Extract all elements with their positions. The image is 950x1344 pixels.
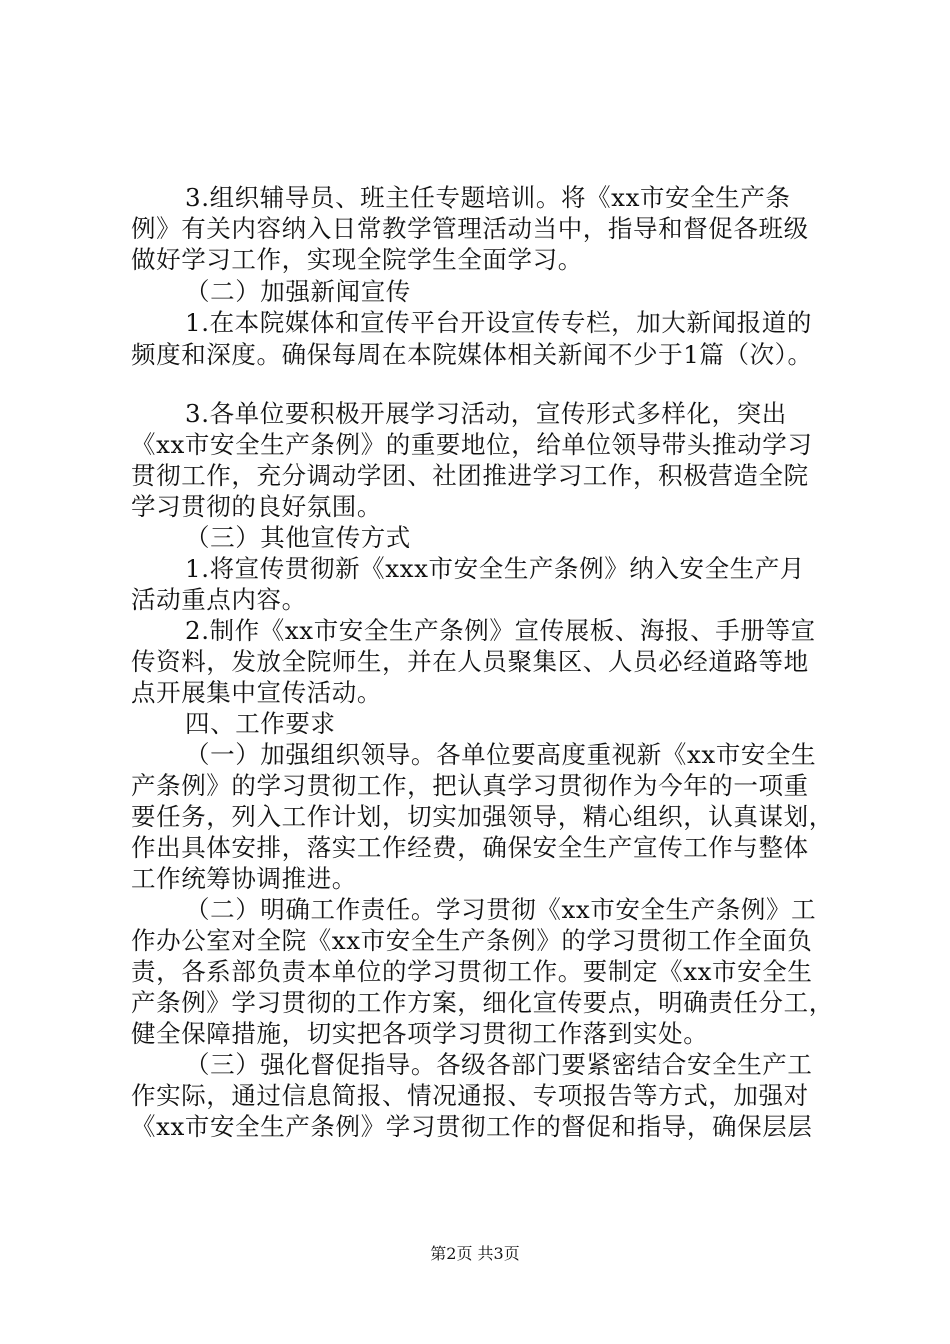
line-16: 点开展集中宣传活动。 (131, 678, 382, 707)
page-footer: 第2页 共3页 (430, 1244, 520, 1263)
line-10: 学习贯彻的良好氛围。 (131, 492, 382, 521)
line-1: 3.组织辅导员、班主任专题培训。将《xx市安全生产条 (185, 183, 791, 212)
line-22: 工作统筹协调推进。 (131, 864, 357, 893)
line-6: 频度和深度。确保每周在本院媒体相关新闻不少于1篇（次）。 (131, 340, 813, 369)
line-27: 健全保障措施，切实把各项学习贯彻工作落到实处。 (131, 1019, 709, 1048)
line-21: 作出具体安排，落实工作经费，确保安全生产宣传工作与整体 (131, 833, 809, 862)
line-3: 做好学习工作，实现全院学生全面学习。 (131, 245, 583, 274)
line-23: （二）明确工作责任。学习贯彻《xx市安全生产条例》工 (185, 895, 817, 924)
line-14: 2.制作《xx市安全生产条例》宣传展板、海报、手册等宣 (185, 616, 816, 645)
line-25: 责，各系部负责本单位的学习贯彻工作。要制定《xx市安全生 (131, 957, 813, 986)
line-19: 产条例》的学习贯彻工作，把认真学习贯彻作为今年的一项重 (131, 771, 809, 800)
line-18: （一）加强组织领导。各单位要高度重视新《xx市安全生 (185, 740, 817, 769)
line-13: 活动重点内容。 (131, 585, 307, 614)
line-5: 1.在本院媒体和宣传平台开设宣传专栏，加大新闻报道的 (185, 308, 812, 337)
line-20: 要任务，列入工作计划，切实加强领导，精心组织，认真谋划， (131, 802, 834, 831)
line-2: 例》有关内容纳入日常教学管理活动当中，指导和督促各班级 (131, 214, 809, 243)
line-7: 3.各单位要积极开展学习活动，宣传形式多样化，突出 (185, 399, 787, 428)
line-15: 传资料，发放全院师生，并在人员聚集区、人员必经道路等地 (131, 647, 809, 676)
line-4: （二）加强新闻宣传 (185, 277, 411, 306)
line-24: 作办公室对全院《xx市安全生产条例》的学习贯彻工作全面负 (131, 926, 813, 955)
line-28: （三）强化督促指导。各级各部门要紧密结合安全生产工 (185, 1050, 813, 1079)
line-9: 贯彻工作，充分调动学团、社团推进学习工作，积极营造全院 (131, 461, 809, 490)
line-12: 1.将宣传贯彻新《xxx市安全生产条例》纳入安全生产月 (185, 554, 806, 583)
line-8: 《xx市安全生产条例》的重要地位，给单位领导带头推动学习 (131, 430, 813, 459)
line-26: 产条例》学习贯彻的工作方案，细化宣传要点，明确责任分工， (131, 988, 834, 1017)
line-17: 四、工作要求 (185, 709, 336, 738)
line-11: （三）其他宣传方式 (185, 523, 411, 552)
line-29: 作实际，通过信息简报、情况通报、专项报告等方式，加强对 (131, 1081, 809, 1110)
line-30: 《xx市安全生产条例》学习贯彻工作的督促和指导，确保层层 (131, 1112, 813, 1141)
